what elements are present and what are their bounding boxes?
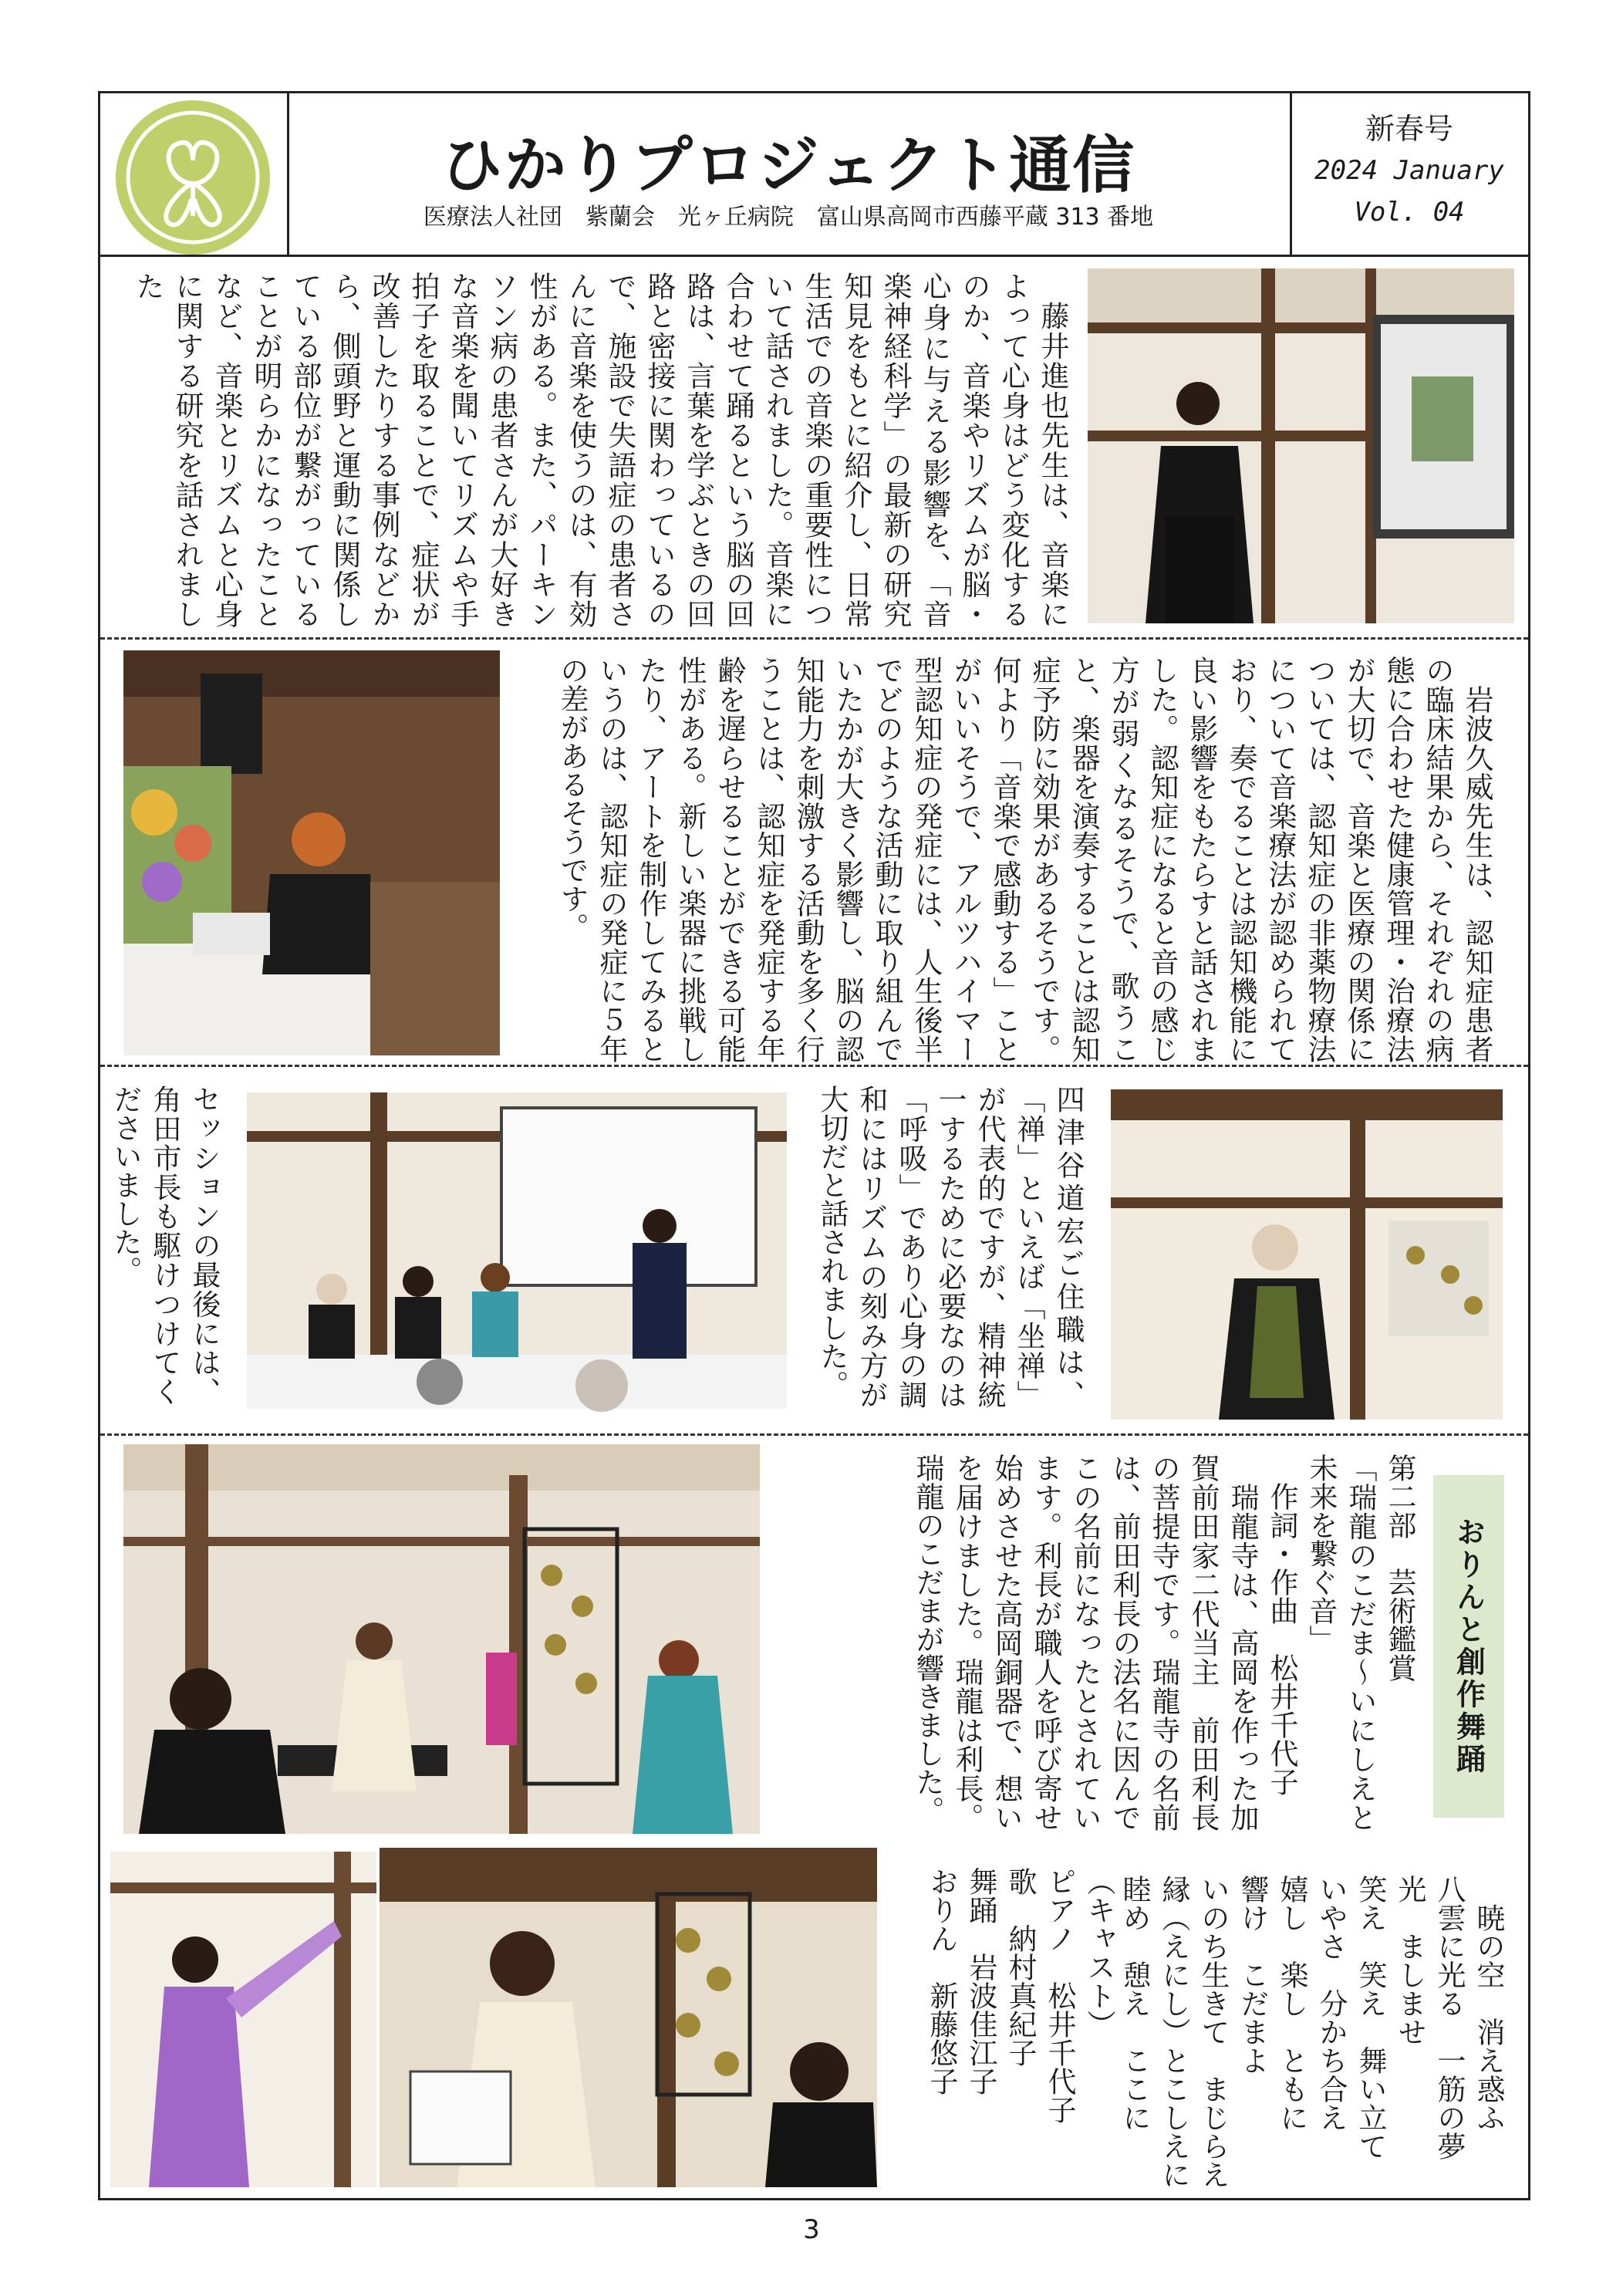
photo-panel-session (247, 1092, 787, 1409)
issue-date: 2024 January (1314, 155, 1504, 186)
cast-name: 新藤悠子 (925, 1981, 958, 2095)
article-fujii: 藤井進也先生は、音楽によって心身はどう変化するのか、音楽やリズムが脳・心身に与える影響を、「音楽神経科学」の最新の研究知見をもとに紹介し、日常生活での音楽の重要性について話されました。音楽に合わせて踊るという脳の回路は、言葉を学ぶときの回路と密接に関わっているので、施設で失語症の患者さんに音楽を使うのは、有効性がある。また、パーキンソン病の患者さんが大好きな音楽を聞いてリズムや手拍子を取ることで、症状が改善したりする事例などから、側頭野と運動に関係している部位が繋がっていることが明らかになったことなど、音楽とリズムと心身に関する研究を話されました (131, 272, 1069, 628)
article-session: セッションの最後には、角田市長も駆けつけてくださいました。 (109, 1085, 221, 1406)
cast-name: 松井千代子 (1043, 1981, 1076, 2124)
photo-priest-yotsuya (1111, 1089, 1503, 1420)
cast-row (961, 1867, 1000, 2191)
cast-role: 舞踊 (964, 1867, 997, 1924)
article-yotsuya: 四津谷道宏ご住職は、「禅」といえば「坐禅」が代表的ですが、精神統一するために必要なのは「呼吸」であり心身の調和にはリズムの刻み方が大切だと話されました。 (815, 1085, 1085, 1409)
photo-singer-and-orin (380, 1848, 877, 2187)
photo-lecturer-iwanami (123, 650, 500, 1055)
cast-heading: （キャスト） (1082, 1867, 1115, 2038)
section-divider-2 (100, 1065, 1528, 1067)
article-part2: 第二部 芸術鑑賞 「瑞龍のこだま～いにしえと未来を繋ぐ音」 作詞・作曲 松井千代子 瑞龍寺は、高岡を作った加賀前田家二代当主 前田利長の菩提寺です。瑞龍寺の名前は、前田利長の法名に因んでこの名前になったとされています。利長が職人を呼び寄せ始めさせた高岡銅器で、想いを届けました。瑞龍は利長。瑞龍のこだまが響きました。 (911, 1454, 1416, 1832)
cast-row (922, 1867, 961, 2191)
cast-list (895, 1867, 1119, 2191)
photo-performance-ensemble (123, 1444, 760, 1834)
section-title-orin: おりんと創作舞踊 (1451, 1517, 1486, 1776)
cast-role: ピアノ (1043, 1867, 1076, 1953)
section-divider-1 (100, 637, 1528, 640)
photo-lecturer-fujii (1088, 268, 1514, 623)
cast-role: 歌 (1004, 1867, 1037, 1896)
article-iwanami: 岩波久威先生は、認知症患者の臨床結果から、それぞれの病態に合わせた健康管理・治療法が大切で、音楽と医療の関係については、認知症の非薬物療法について音楽療法が認められており、奏でることは認知機能に良い影響をもたらすと話されました。認知症になると音の感じ方が弱くなるそうで、歌うこと、楽器を演奏することは認知症予防に効果があるそうです。何より「音楽で感動する」ことがいいそうで、アルツハイマー型認知症の発症には、人生後半でどのような活動に取り組んでいたかが大きく影響し、脳の認知能力を刺激する活動を多く行うことは、認知症を発症する年齢を遅らせることができる可能性がある。新しい楽器に挑戦したり、アートを制作してみるというのは、認知症の発症に５年の差があるそうです。 (555, 656, 1493, 1063)
cast-name: 納村真紀子 (1004, 1924, 1037, 2067)
section-divider-3 (100, 1433, 1528, 1436)
photo-dancer (110, 1852, 376, 2187)
issue-volume: Vol. 04 (1354, 197, 1465, 228)
cast-row (1000, 1867, 1040, 2191)
cast-name: 岩波佳江子 (964, 1953, 997, 2095)
page-number: 3 (803, 2214, 820, 2245)
lyrics: 暁の空 消え惑ふ 八雲に光る 一筋の夢 光 ましませ 笑え 笑え 舞い立て いやさ 分かち合え 嬉し 楽し ともに 響け こだまよ いのち生きて まじらえ 縁（えにし）とこしえに 睦め 憩え ここに (1118, 1875, 1505, 2189)
issue-info (1290, 108, 1529, 233)
header-divider (98, 255, 1530, 257)
logo (116, 100, 270, 255)
newsletter-title: ひかりプロジェクト通信 (440, 129, 1136, 201)
publisher-address: 医療法人社団 紫蘭会 光ヶ丘病院 富山県高岡市西藤平蔵 313 番地 (423, 204, 1154, 231)
cast-role: おりん (925, 1867, 958, 1953)
cast-row (1040, 1867, 1079, 2191)
clover-logo-icon (116, 100, 270, 255)
issue-label: 新春号 (1365, 112, 1453, 146)
